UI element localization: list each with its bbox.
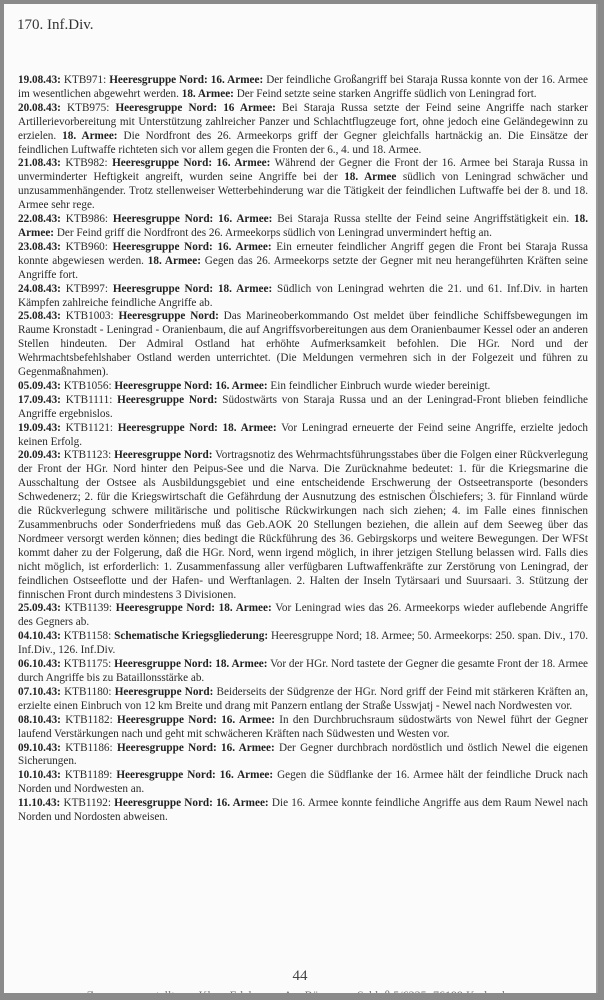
entry-unit-label: Schematische Kriegsgliederung:	[114, 630, 269, 643]
entry-text: Bei Staraja Russa stellte der Feind seine Angriffstätigkeit ein.	[272, 213, 575, 226]
entry-date: 25.09.43:	[18, 602, 61, 615]
entry-unit-label: 18. Armee:	[18, 213, 589, 239]
entry-unit-label: 18. Armee	[344, 171, 397, 184]
entry-text: Heeresgruppe Nord; 18. Armee; 50. Armeekorps: 250. span. Div., 170. Inf.Div., 126. Inf.Div.	[18, 630, 589, 657]
entry-unit-label: 18. Armee:	[181, 87, 234, 100]
diary-entry	[18, 630, 588, 658]
entry-unit-label: Heeresgruppe Nord: 16. Armee:	[112, 157, 271, 170]
entry-date: 20.09.43:	[18, 449, 61, 462]
entry-date: 11.10.43:	[18, 797, 61, 810]
entry-unit-label: Heeresgruppe Nord: 18. Armee:	[114, 658, 268, 671]
entry-text: Ein erneuter feindlicher Angriff gegen die Front bei Staraja Russa konnte abgewiesen werden.	[18, 240, 588, 267]
entry-ktb-reference: KTB1180:	[64, 685, 112, 698]
entry-unit-label: 18. Armee:	[62, 129, 118, 142]
diary-entry	[18, 742, 588, 770]
entry-date: 19.09.43:	[18, 421, 61, 434]
entry-text: Vor der HGr. Nord tastete der Gegner die gesamte Front der 18. Armee durch Angriffe bis zu Bataillonsstärke ab.	[18, 658, 589, 684]
entry-text: Gegen das 26. Armeekorps setzte der Gegner mit neu herangeführten Kräften seine Angriffe fort.	[18, 254, 588, 281]
page-bottom-edge	[0, 993, 604, 1000]
entry-text: Vor Leningrad erneuerte der Feind seine Angriffe, erzielte jedoch keinen Erfolg.	[18, 421, 589, 448]
entry-text: Gegen die Südflanke der 16. Armee hält der feindliche Druck nach Norden und Nordwesten an.	[18, 769, 589, 796]
diary-entry	[18, 769, 588, 797]
entry-date: 17.09.43:	[18, 393, 61, 406]
entry-ktb-reference: KTB1056:	[63, 379, 112, 392]
entry-text: Die Nordfront des 26. Armeekorps griff der Gegner gleichfalls hartnäckig an. Die Einsätze der feindlichen Luftwaffe richteten sich vor allem gegen die Fronten der 6., 4. und 18. Armee.	[18, 129, 588, 156]
entry-ktb-reference: KTB1189:	[64, 769, 113, 782]
diary-entry	[18, 102, 588, 158]
entry-ktb-reference: KTB960:	[65, 240, 108, 253]
entry-unit-label: Heeresgruppe Nord: 16. Armee:	[116, 769, 274, 782]
entry-date: 04.10.43:	[18, 630, 61, 643]
entry-date: 06.10.43:	[18, 658, 61, 671]
entry-unit-label: Heeresgruppe Nord: 18. Armee:	[112, 282, 273, 295]
entry-unit-label: Heeresgruppe Nord:	[118, 310, 219, 323]
entry-text: Der Gegner durchbrach nordöstlich und östlich Newel die eigenen Sicherungen.	[18, 741, 588, 768]
entry-text: Beiderseits der Südgrenze der HGr. Nord griff der Feind mit stärkeren Kräften an, erzielte einen Einbruch von 12 km Breite und drang mit Panzern entlang der Straße Usswjatj - Newel nach Nordwesten vor.	[18, 685, 589, 712]
entry-unit-label: Heeresgruppe Nord: 16 Armee:	[115, 101, 276, 114]
entry-text: Vortragsnotiz des Wehrmachtsführungsstabes über die Folgen einer Rückverlegung der Front der HGr. Nord hinter den Peipus-See und die Narva. Die Zurücknahme bedeutet: 1. für die Kriegsmarine die Ausschaltung der Ostsee als Ausbildungsgebiet und eine entscheidende Erschwerung der Ostseetransporte (besonders Schwedenerz; 2. für die Kriegswirtschaft die Gefährdung der Ausnutzung des estnischen Ölschiefers; 3. für Finnland würde die Rückverlegung schwere militärische und politische Rückwirkungen nach sich ziehen; 4. im Falle eines finnischen Zusammenbruchs oder Sonderfriedens muß das Geb.AOK 20 Stellungen beziehen, die allein auf dem Seeweg über das Nordmeer versorgt werden können; dies bedingt die Rückführung des 36. Gebirgskorps und weitere Bewegungen. Der WFSt kommt daher zu der Folgerung, daß die HGr. Nord, wenn irgend möglich, in ihrer jetzigen Stellung belassen wird. Falls dies nicht möglich, ist erforderlich: 1. Zusammenfassung aller verfügbaren Luftwaffenkräfte zur Zerstörung von Leningrad, der feindlichen Ostseeflotte und der Hafen- und Werftanlagen. 2. Halten der Inseln Tytärsaari und Suursaari. 3. Stützung der finnischen Front durch mindestens 3 Divisionen.	[18, 449, 589, 601]
entry-text: Südlich von Leningrad wehrten die 21. und 61. Inf.Div. in harten Kämpfen zahlreiche feindliche Angriffe ab.	[18, 282, 588, 309]
entry-text: Der Feind griff die Nordfront des 26. Armeekorps südlich von Leningrad unvermindert heftig an.	[54, 226, 492, 239]
entry-date: 10.10.43:	[18, 769, 61, 782]
entry-unit-label: Heeresgruppe Nord:	[114, 685, 214, 698]
entry-date: 07.10.43:	[18, 685, 61, 698]
entry-unit-label: Heeresgruppe Nord: 16. Armee:	[117, 713, 275, 726]
entry-text: Ein feindlicher Einbruch wurde wieder bereinigt.	[267, 379, 491, 392]
entry-text: Bei Staraja Russa setzte der Feind seine Angriffe nach starker Artillerievorbereitung mit Unterstützung zahlreicher Panzer und Schlachtflugzeuge fort, ohne jedoch eine Geländegewinn zu erzielen.	[18, 101, 589, 142]
entry-unit-label: Heeresgruppe Nord: 16. Armee:	[114, 379, 268, 392]
entry-ktb-reference: KTB982:	[65, 157, 108, 170]
entry-unit-label: Heeresgruppe Nord: 18. Armee:	[115, 602, 272, 615]
entry-ktb-reference: KTB1158:	[63, 630, 112, 643]
diary-entry	[18, 380, 588, 394]
entry-unit-label: Heeresgruppe Nord: 16. Armee:	[114, 797, 269, 810]
entry-date: 09.10.43:	[18, 741, 61, 754]
page-heading: 170. Inf.Div.	[17, 17, 94, 33]
entry-ktb-reference: KTB1003:	[65, 310, 114, 323]
entry-ktb-reference: KTB975:	[67, 101, 110, 114]
diary-entry	[18, 797, 588, 825]
entry-ktb-reference: KTB1182:	[65, 713, 113, 726]
diary-entry	[18, 241, 588, 283]
entry-ktb-reference: KTB1175:	[63, 658, 112, 671]
entry-ktb-reference: KTB986:	[65, 213, 109, 226]
entry-ktb-reference: KTB971:	[63, 74, 107, 86]
entry-ktb-reference: KTB1139:	[64, 602, 113, 615]
entry-ktb-reference: KTB997:	[65, 282, 108, 295]
entry-ktb-reference: KTB1111:	[65, 393, 113, 406]
diary-entry	[18, 449, 588, 602]
entry-text: Das Marineoberkommando Ost meldet über feindliche Schiffsbewegungen im Raume Kronstadt - Leningrad - Oranienbaum, die auf Angriffsvorbereitungen aus dem Oranienbaumer Kessel oder an anderen Stellen hindeuten. Der Admiral Ostland hat erhöhte Aufmerksamkeit befohlen. Die HGr. Nord und der Wehrmachtsbefehlshaber Ostland werden unterrichtet. (Die Meldungen vermehren sich in der Folgezeit und führen zu Gegenmaßnahmen).	[18, 310, 589, 379]
entry-text: Vor Leningrad wies das 26. Armeekorps wieder auflebende Angriffe des Gegners ab.	[18, 602, 588, 629]
entry-unit-label: Heeresgruppe Nord: 18. Armee:	[117, 421, 277, 434]
entry-ktb-reference: KTB1186:	[65, 741, 113, 754]
entry-unit-label: Heeresgruppe Nord:	[117, 393, 218, 406]
entry-text: südlich von Leningrad schwächer und unzusammenhängender. Trotz stellenweiser Wetterbehinderung war die Tätigkeit der feindlichen Luftwaffe bei der 8. und 18. Armee sehr rege.	[18, 171, 588, 212]
diary-entry	[18, 422, 588, 450]
entry-date: 05.09.43:	[18, 379, 61, 392]
diary-entry	[18, 157, 588, 213]
entry-date: 20.08.43:	[18, 101, 61, 114]
entry-unit-label: Heeresgruppe Nord:	[114, 449, 213, 462]
entry-date: 25.08.43:	[18, 310, 61, 323]
entry-text: Südostwärts von Staraja Russa und an der Leningrad-Front blieben feindliche Angriffe ergebnislos.	[18, 393, 589, 420]
entry-text: Der Feind setzte seine starken Angriffe südlich von Leningrad fort.	[233, 87, 537, 100]
entry-date: 22.08.43:	[18, 213, 61, 226]
entry-unit-label: 18. Armee:	[147, 254, 201, 267]
diary-entry	[18, 283, 588, 311]
diary-entry	[18, 310, 588, 380]
entry-text: Der feindliche Großangriff bei Staraja Russa konnte von der 16. Armee im wesentlichen abgewehrt werden.	[18, 74, 588, 100]
entry-unit-label: Heeresgruppe Nord: 16. Armee:	[109, 74, 264, 86]
entry-date: 08.10.43:	[18, 713, 61, 726]
entry-date: 23.08.43:	[18, 240, 61, 253]
diary-entry	[18, 394, 588, 422]
diary-entry	[18, 714, 588, 742]
entry-text: In den Durchbruchsraum südostwärts von Newel führt der Gegner laufend Verstärkungen nach und geht mit schwächeren Kräften nach Südwesten und Westen vor.	[18, 713, 588, 740]
entry-date: 19.08.43:	[18, 74, 61, 86]
entry-unit-label: Heeresgruppe Nord: 16. Armee:	[116, 741, 275, 754]
entry-date: 21.08.43:	[18, 157, 61, 170]
diary-entry	[18, 658, 588, 686]
diary-entry	[18, 74, 588, 102]
entry-text: Die 16. Armee konnte feindliche Angriffe aus dem Raum Newel nach Norden und Nordosten abweisen.	[18, 797, 589, 824]
entry-ktb-reference: KTB1121:	[65, 421, 114, 434]
diary-entry	[18, 602, 588, 630]
document-page	[4, 4, 598, 1000]
page-number: 44	[292, 968, 308, 984]
entry-text: Während der Gegner die Front der 16. Armee bei Staraja Russa in unverminderter Heftigkeit angreift, wurden seine Angriffe bei der	[18, 157, 589, 184]
entry-unit-label: Heeresgruppe Nord: 16. Armee:	[112, 240, 272, 253]
entry-unit-label: Heeresgruppe Nord: 16. Armee:	[112, 213, 273, 226]
diary-entry	[18, 686, 588, 714]
war-diary-entries	[18, 74, 588, 825]
diary-entry	[18, 213, 588, 241]
entry-date: 24.08.43:	[18, 282, 61, 295]
entry-ktb-reference: KTB1123:	[63, 449, 112, 462]
entry-ktb-reference: KTB1192:	[63, 797, 111, 810]
